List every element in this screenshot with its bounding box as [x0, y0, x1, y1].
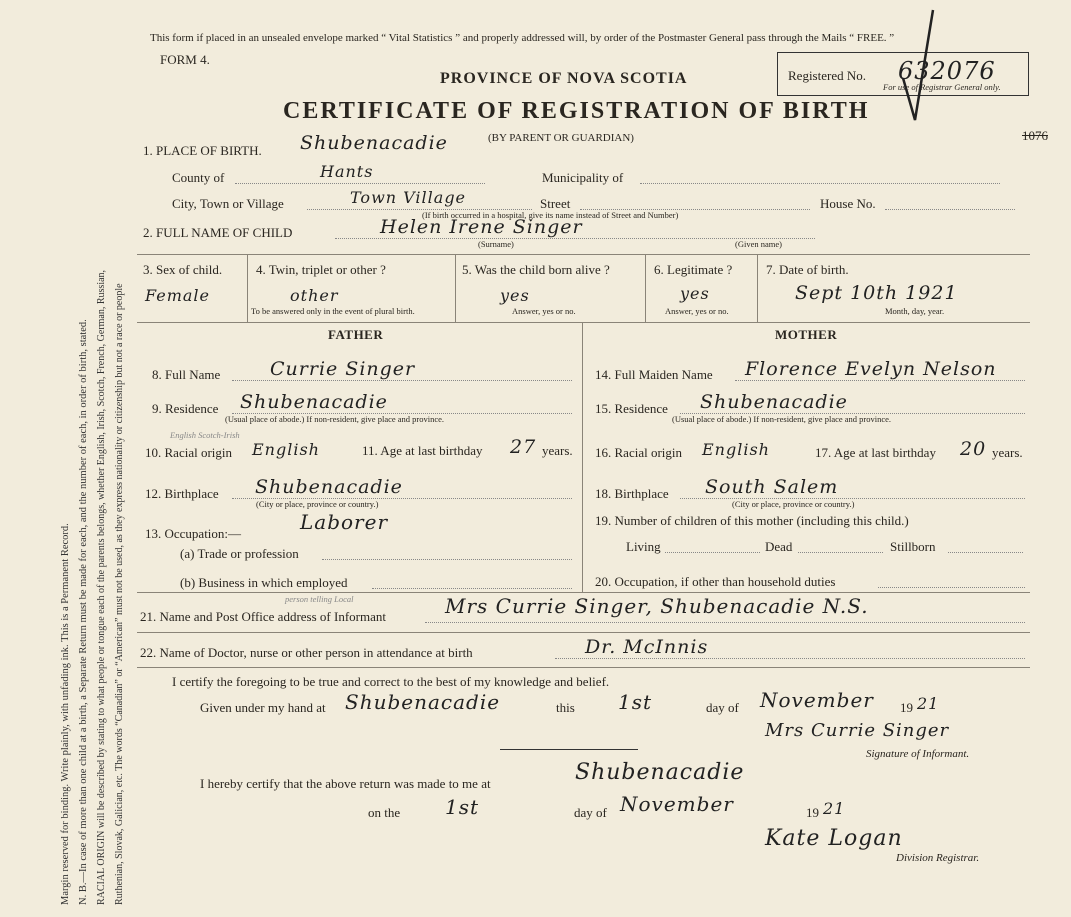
father-racial-annotation: English Scotch-Irish: [170, 430, 240, 440]
county-label: County of: [172, 170, 225, 185]
father-res-note: (Usual place of abode.) If non-resident, give place and province.: [225, 414, 445, 424]
father-racial-label: 10. Racial origin: [145, 445, 233, 460]
father-occ-label: 13. Occupation:—: [145, 526, 242, 541]
sex-value: Female: [145, 286, 210, 305]
registered-note: For use of Registrar General only.: [883, 82, 1001, 92]
registered-number: 632076: [898, 57, 996, 85]
father-header: FATHER: [328, 327, 384, 342]
margin-note-4: Ruthenian, Slovak, Galician, etc. The words “Canadian” or “American” must not be used, as they express nationality or citizenship but not a race or people: [114, 283, 125, 905]
child-name-label: 2. FULL NAME OF CHILD: [143, 225, 293, 240]
given-note: (Given name): [735, 239, 782, 249]
informant-sig-caption: Signature of Informant.: [866, 748, 970, 760]
mother-res-note: (Usual place of abode.) If non-resident, give place and province.: [672, 414, 892, 424]
cert1-this-label: this: [556, 700, 575, 715]
mother-racial-label: 16. Racial origin: [595, 445, 683, 460]
cert2-year: 21: [823, 799, 846, 818]
mother-birth-value: South Salem: [705, 476, 839, 498]
street-label: Street: [540, 196, 571, 211]
twin-label: 4. Twin, triplet or other ?: [256, 262, 386, 277]
legit-label: 6. Legitimate ?: [654, 262, 733, 277]
city-value: Town Village: [350, 188, 467, 207]
municipality-label: Municipality of: [542, 170, 624, 185]
cert2-day: 1st: [445, 795, 480, 819]
mother-name-value: Florence Evelyn Nelson: [745, 358, 997, 380]
province-title: PROVINCE OF NOVA SCOTIA: [440, 70, 688, 87]
form-number: FORM 4.: [160, 52, 210, 67]
father-name-label: 8. Full Name: [152, 367, 221, 382]
mother-name-label: 14. Full Maiden Name: [595, 367, 713, 382]
father-name-value: Currie Singer: [270, 358, 416, 380]
informant-value: Mrs Currie Singer, Shubenacadie N.S.: [445, 594, 869, 618]
subtitle: (BY PARENT OR GUARDIAN): [488, 132, 634, 144]
father-res-label: 9. Residence: [152, 401, 219, 416]
informant-label: 21. Name and Post Office address of Informant: [140, 609, 386, 624]
mother-children-label: 19. Number of children of this mother (including this child.): [595, 513, 909, 528]
twin-note: To be answered only in the event of plural birth.: [251, 306, 415, 316]
cert1-day: 1st: [618, 690, 653, 714]
cert1-place: Shubenacadie: [345, 690, 501, 714]
registrar-sig-caption: Division Registrar.: [896, 852, 980, 864]
stillborn-label: Stillborn: [890, 539, 936, 554]
crossed-number: 1076: [1022, 128, 1048, 143]
cert2-dayof-label: day of: [574, 805, 607, 820]
cert1-month: November: [760, 688, 874, 712]
margin-note-2: N. B.—In case of more than one child at a birth, a Separate Return must be made for each, and the number of each, in order of birth, stated.: [78, 319, 89, 905]
sex-label: 3. Sex of child.: [143, 262, 223, 277]
cert2-on-label: on the: [368, 805, 401, 820]
informant-signature: Mrs Currie Singer: [765, 720, 950, 741]
registrar-signature: Kate Logan: [765, 826, 903, 851]
father-occ-value: Laborer: [300, 510, 389, 534]
registered-label: Registered No.: [788, 68, 866, 83]
legit-value: yes: [680, 284, 710, 303]
mother-occ-label: 20. Occupation, if other than household duties: [595, 574, 836, 589]
cert1-statement: I certify the foregoing to be true and correct to the best of my knowledge and belief.: [172, 674, 610, 689]
father-birth-note: (City or place, province or country.): [256, 499, 379, 509]
margin-note-1: Margin reserved for binding. Write plainly, with unfading ink. This is a Permanent Record.: [60, 523, 71, 905]
city-label: City, Town or Village: [172, 196, 284, 211]
date-value: Sept 10th 1921: [795, 282, 958, 304]
mother-age-unit: years.: [992, 445, 1023, 460]
cert2-place: Shubenacadie: [575, 760, 745, 785]
cert1-year: 21: [917, 694, 940, 713]
mother-res-value: Shubenacadie: [700, 391, 848, 413]
cert2-year-prefix: 19: [806, 805, 819, 820]
postal-notice: This form if placed in an unsealed envelope marked “ Vital Statistics ” and properly addressed will, by order of the Postmaster General pass through the Mails “ FREE. ”: [150, 32, 895, 44]
place-value: Shubenacadie: [300, 132, 448, 154]
father-birth-label: 12. Birthplace: [145, 486, 219, 501]
informant-annotation: person telling Local: [285, 594, 354, 604]
cert1-given-label: Given under my hand at: [200, 700, 326, 715]
doctor-value: Dr. McInnis: [585, 636, 709, 658]
mother-header: MOTHER: [775, 327, 838, 342]
street-note: (If birth occurred in a hospital, give its name instead of Street and Number): [422, 210, 679, 220]
place-label: 1. PLACE OF BIRTH.: [143, 143, 262, 158]
margin-note-3: RACIAL ORIGIN will be described by stating to what people or tongue each of the parents belongs, whether English, Irish, Scotch, French, German, Russian,: [96, 269, 107, 905]
cert2-statement: I hereby certify that the above return was made to me at: [200, 776, 491, 791]
business-label: (b) Business in which employed: [180, 575, 348, 590]
surname-note: (Surname): [478, 239, 514, 249]
doctor-label: 22. Name of Doctor, nurse or other person in attendance at birth: [140, 645, 473, 660]
dead-label: Dead: [765, 539, 793, 554]
alive-label: 5. Was the child born alive ?: [462, 262, 610, 277]
father-res-value: Shubenacadie: [240, 391, 388, 413]
trade-label: (a) Trade or profession: [180, 546, 299, 561]
father-birth-value: Shubenacadie: [255, 476, 403, 498]
cert2-month: November: [620, 792, 734, 816]
legit-note: Answer, yes or no.: [665, 306, 729, 316]
mother-racial-value: English: [702, 440, 770, 459]
alive-note: Answer, yes or no.: [512, 306, 576, 316]
date-label: 7. Date of birth.: [766, 262, 849, 277]
alive-value: yes: [500, 286, 530, 305]
county-value: Hants: [320, 162, 374, 181]
mother-birth-label: 18. Birthplace: [595, 486, 669, 501]
check-mark-icon: [895, 8, 940, 123]
father-racial-value: English: [252, 440, 320, 459]
house-label: House No.: [820, 196, 876, 211]
cert1-year-prefix: 19: [900, 700, 913, 715]
date-note: Month, day, year.: [885, 306, 945, 316]
mother-res-label: 15. Residence: [595, 401, 668, 416]
father-age-label: 11. Age at last birthday: [362, 443, 483, 458]
child-name-value: Helen Irene Singer: [380, 216, 583, 238]
page-title: CERTIFICATE OF REGISTRATION OF BIRTH: [283, 98, 870, 124]
father-age-unit: years.: [542, 443, 573, 458]
cert1-dayof-label: day of: [706, 700, 739, 715]
living-label: Living: [626, 539, 661, 554]
mother-birth-note: (City or place, province or country.): [732, 499, 855, 509]
mother-age-value: 20: [960, 438, 987, 460]
father-age-value: 27: [510, 436, 537, 458]
mother-age-label: 17. Age at last birthday: [815, 445, 936, 460]
twin-value: other: [290, 286, 339, 305]
